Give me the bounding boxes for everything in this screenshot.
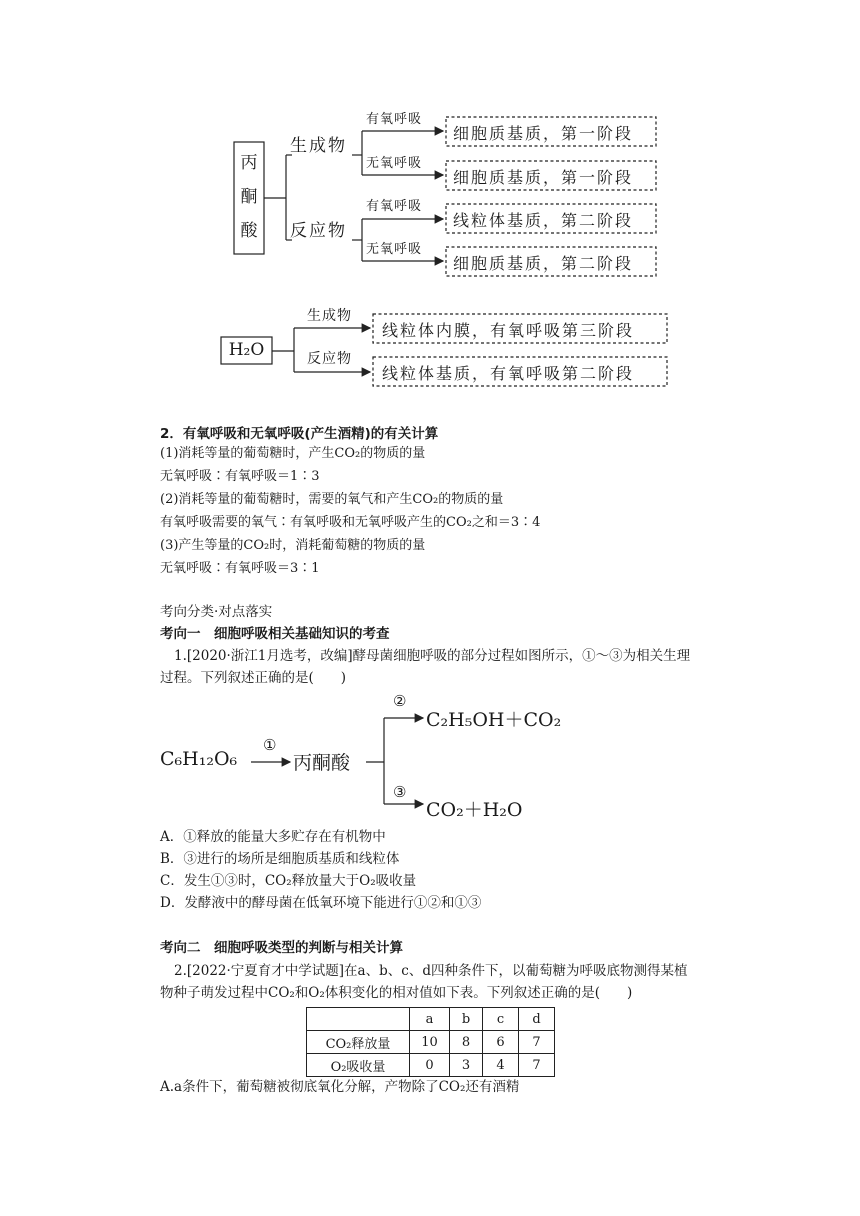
edge-label: 无氧呼吸 <box>366 156 423 171</box>
calc-heading: 2．有氧呼吸和无氧呼吸(产生酒精)的有关计算 <box>160 426 439 442</box>
source-char-2: 酮 <box>240 187 258 207</box>
table-header-cell <box>307 1008 410 1031</box>
step2-marker: ② <box>393 692 407 710</box>
edge-label: 有氧呼吸 <box>366 199 423 214</box>
option-b: B．③进行的场所是细胞质基质和线粒体 <box>160 851 400 867</box>
water-target-reactant: 线粒体基质，有氧呼吸第二阶段 <box>382 364 635 383</box>
edge-label: 有氧呼吸 <box>366 112 423 127</box>
question1-line1: 1.[2020·浙江1月选考，改编]酵母菌细胞呼吸的部分过程如图所示，①～③为相关生理 <box>174 648 691 664</box>
table-header-cell: c <box>483 1008 519 1031</box>
calc-a2: 有氧呼吸需要的氧气∶有氧呼吸和无氧呼吸产生的CO₂之和＝3∶4 <box>160 515 541 530</box>
table-header-cell: d <box>519 1008 555 1031</box>
table-cell: 3 <box>450 1054 483 1077</box>
table-header-cell: a <box>410 1008 450 1031</box>
table-cell: CO₂释放量 <box>307 1031 410 1054</box>
target-box-label: 细胞质基质，第一阶段 <box>453 124 634 143</box>
calc-a1: 无氧呼吸∶有氧呼吸＝1∶3 <box>160 469 320 484</box>
water-branch-reactant: 反应物 <box>307 351 352 367</box>
table-cell: 7 <box>519 1054 555 1077</box>
table-cell: 6 <box>483 1031 519 1054</box>
pyruvate-label: 丙酮酸 <box>293 752 351 774</box>
calc-q2: (2)消耗等量的葡萄糖时，需要的氧气和产生CO₂的物质的量 <box>160 492 504 507</box>
calc-q3: (3)产生等量的CO₂时，消耗葡萄糖的物质的量 <box>160 538 426 553</box>
source-char-1: 丙 <box>240 153 258 173</box>
target-box-label: 细胞质基质，第二阶段 <box>453 254 634 273</box>
table-cell: 8 <box>450 1031 483 1054</box>
target-box-label: 线粒体基质，第二阶段 <box>453 211 634 230</box>
question2-option-a: A.a条件下，葡萄糖被彻底氧化分解，产物除了CO₂还有酒精 <box>160 1079 520 1095</box>
table-cell: 0 <box>410 1054 450 1077</box>
table-header-row <box>307 1008 555 1031</box>
table-header-cell: b <box>450 1008 483 1031</box>
step3-marker: ③ <box>393 783 407 801</box>
calc-a3: 无氧呼吸∶有氧呼吸＝3∶1 <box>160 561 320 576</box>
calc-q1: (1)消耗等量的葡萄糖时，产生CO₂的物质的量 <box>160 446 426 461</box>
question1-line2: 过程。下列叙述正确的是( ) <box>160 670 347 686</box>
table-row <box>307 1031 555 1054</box>
gas-exchange-table <box>306 1007 555 1077</box>
water-branch-product: 生成物 <box>307 308 352 324</box>
table-row <box>307 1054 555 1077</box>
source-char-3: 酸 <box>240 221 258 241</box>
branch-reactant-label: 反应物 <box>290 221 347 241</box>
option-a: A．①释放的能量大多贮存在有机物中 <box>160 829 386 845</box>
branch-product-label: 生成物 <box>290 136 347 156</box>
section-title: 考向分类·对点落实 <box>160 604 273 620</box>
pyruvate-source-label <box>234 146 264 248</box>
table-cell: 10 <box>410 1031 450 1054</box>
product3-label: CO₂＋H₂O <box>426 799 523 821</box>
topic1-title: 考向一 细胞呼吸相关基础知识的考查 <box>160 626 390 642</box>
glucose-label: C₆H₁₂O₆ <box>160 748 238 770</box>
product2-label: C₂H₅OH＋CO₂ <box>426 709 562 731</box>
topic2-title: 考向二 细胞呼吸类型的判断与相关计算 <box>160 940 403 956</box>
question2-line2: 物种子萌发过程中CO₂和O₂体积变化的相对值如下表。下列叙述正确的是( ) <box>160 985 633 1001</box>
step1-marker: ① <box>263 736 277 754</box>
option-c: C．发生①③时，CO₂释放量大于O₂吸收量 <box>160 873 417 889</box>
table-cell: O₂吸收量 <box>307 1054 410 1077</box>
question2-line1: 2.[2022·宁夏育才中学试题]在a、b、c、d四种条件下，以葡萄糖为呼吸底物测得某植 <box>174 963 688 979</box>
water-source-label: H₂O <box>228 340 265 360</box>
edge-label: 无氧呼吸 <box>366 242 423 257</box>
water-target-product: 线粒体内膜，有氧呼吸第三阶段 <box>382 321 635 340</box>
table-cell: 4 <box>483 1054 519 1077</box>
option-d: D．发酵液中的酵母菌在低氧环境下能进行①②和①③ <box>160 895 482 911</box>
table-cell: 7 <box>519 1031 555 1054</box>
target-box-label: 细胞质基质，第一阶段 <box>453 168 634 187</box>
